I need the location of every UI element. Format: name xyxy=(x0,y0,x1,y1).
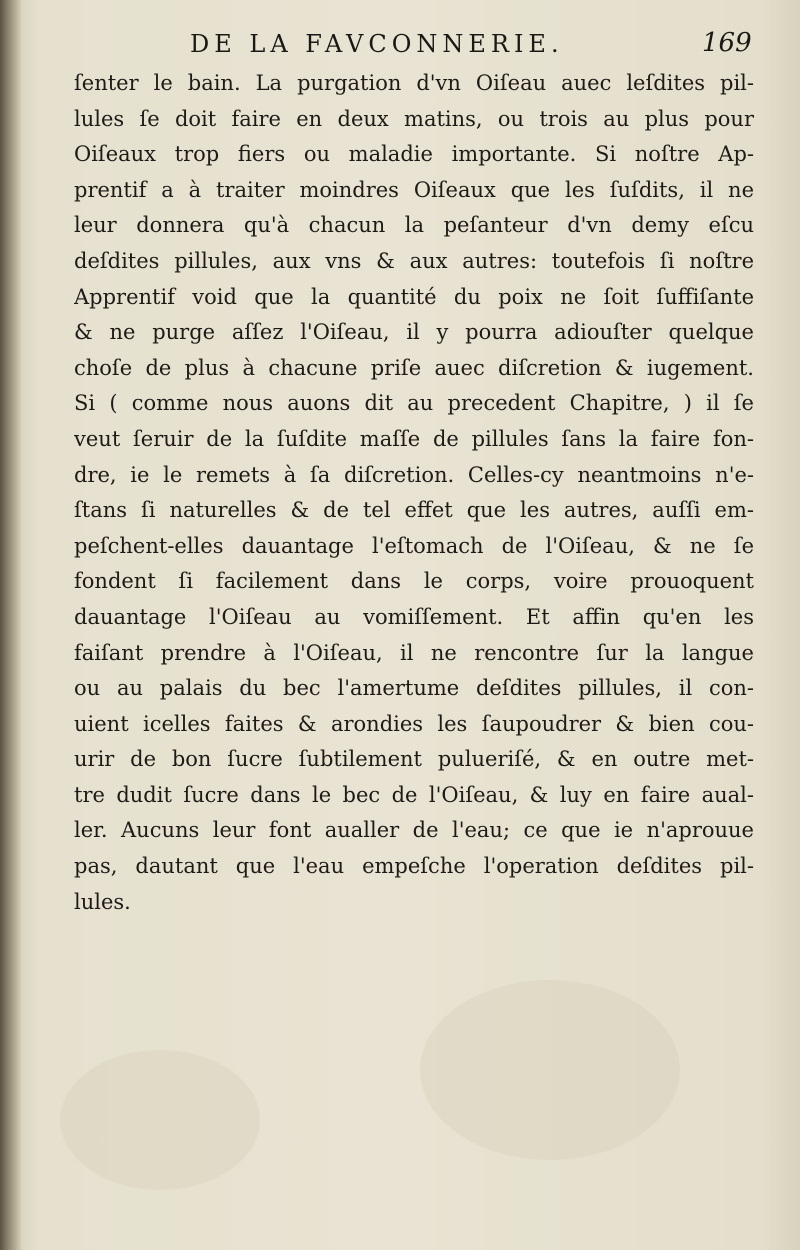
text-line: urir de bon ſucre ſubtilement pulueriſé, & en outre met- xyxy=(74,747,754,772)
paper-stain xyxy=(420,980,680,1160)
text-line: ler. Aucuns leur font aualler de l'eau; ce que ie n'aprouue xyxy=(74,818,754,843)
body-text xyxy=(74,66,754,920)
text-line: choſe de plus à chacune priſe auec diſcretion & iugement. xyxy=(74,355,754,380)
text-line: lules. xyxy=(74,889,131,914)
text-line: lules ſe doit faire en deux matins, ou trois au plus pour xyxy=(74,106,754,131)
text-line: leur donnera qu'à chacun la peſanteur d'vn demy eſcu xyxy=(74,213,754,238)
text-line: peſchent-elles dauantage l'eſtomach de l'Oiſeau, & ne ſe xyxy=(74,533,754,558)
page-number: 169 xyxy=(702,28,752,58)
text-line: dauantage l'Oiſeau au vomiſſement. Et affin qu'en les xyxy=(74,604,754,629)
text-line: dre, ie le remets à ſa diſcretion. Celles-cy neantmoins n'e- xyxy=(74,462,754,487)
text-line: ſenter le bain. La purgation d'vn Oiſeau auec leſdites pil- xyxy=(74,71,754,95)
text-line: tre dudit ſucre dans le bec de l'Oiſeau, & luy en faire aual- xyxy=(74,782,754,807)
running-title: DE LA FAVCONNERIE. xyxy=(190,30,564,58)
text-line: veut ſeruir de la ſuſdite maſſe de pillules ſans la faire fon- xyxy=(74,426,754,451)
text-line: ſtans ſi naturelles & de tel effet que les autres, auſſi em- xyxy=(74,498,754,523)
text-line: Apprentif void que la quantité du poix ne ſoit ſuffiſante xyxy=(74,284,754,309)
text-line: uient icelles faites & arondies les ſaupoudrer & bien cou- xyxy=(74,711,754,736)
page-header xyxy=(0,30,800,66)
text-line: faiſant prendre à l'Oiſeau, il ne rencontre ſur la langue xyxy=(74,640,754,665)
text-line: fondent ſi facilement dans le corps, voire prouoquent xyxy=(74,569,754,594)
text-line: ou au palais du bec l'amertume deſdites pillules, il con- xyxy=(74,676,754,701)
binding-gutter xyxy=(0,0,22,1250)
text-line: prentif a à traiter moindres Oiſeaux que les ſuſdits, il ne xyxy=(74,177,754,202)
text-line: Si ( comme nous auons dit au precedent Chapitre, ) il ſe xyxy=(74,391,754,416)
text-line: & ne purge aſſez l'Oiſeau, il y pourra adiouſter quelque xyxy=(74,320,754,345)
text-line: pas, dautant que l'eau empeſche l'operation deſdites pil- xyxy=(74,854,754,879)
text-line: deſdites pillules, aux vns & aux autres: toutefois ſi noſtre xyxy=(74,248,754,273)
text-line: Oiſeaux trop fiers ou maladie importante. Si noſtre Ap- xyxy=(74,142,754,167)
paper-stain xyxy=(60,1050,260,1190)
